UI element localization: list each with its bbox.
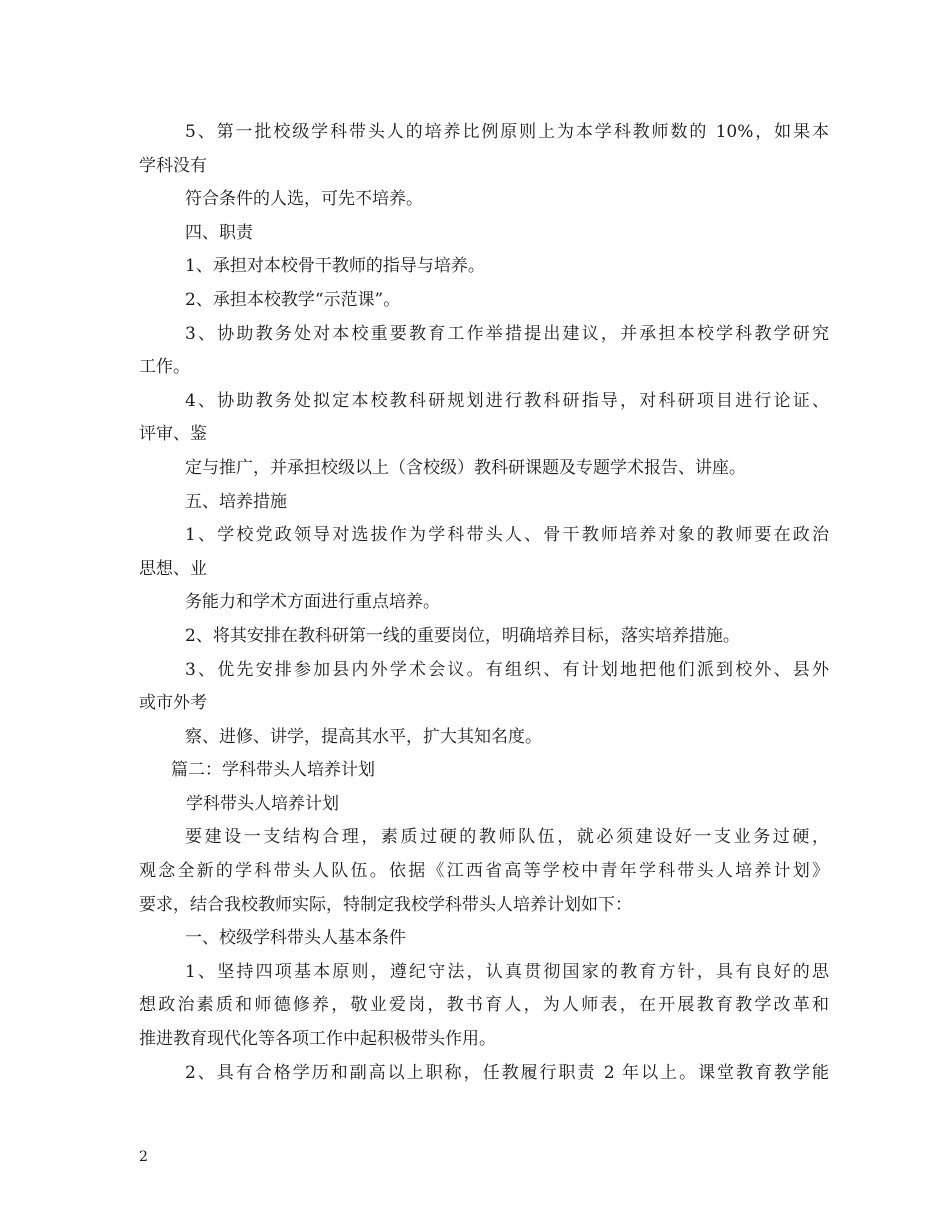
paragraph-line: 定与推广，并承担校级以上（含校级）教科研课题及专题学术报告、讲座。 (185, 457, 746, 478)
paragraph-line: 1、坚持四项基本原则，遵纪守法，认真贯彻国家的教育方针，具有良好的思 (185, 961, 829, 982)
paragraph-line: 察、进修、讲学，提高其水平，扩大其知名度。 (185, 726, 542, 747)
article-heading: 篇二：学科带头人培养计划 (171, 760, 375, 781)
document-body (139, 116, 829, 1090)
paragraph-line: 思想、业 (139, 558, 207, 579)
paragraph-line: 推进教育现代化等各项工作中起积极带头作用。 (139, 1029, 496, 1050)
section-heading: 四、职责 (185, 222, 253, 243)
paragraph-line: 4、协助教务处拟定本校教科研规划进行教科研指导，对科研项目进行论证、 (185, 390, 829, 411)
paragraph-line: 2、具有合格学历和副高以上职称，任教履行职责 2 年以上。课堂教育教学能 (185, 1062, 829, 1083)
paragraph-line: 观念全新的学科带头人队伍。依据《江西省高等学校中青年学科带头人培养计划》 (139, 861, 829, 882)
paragraph-line: 2、承担本校教学“示范课”。 (185, 289, 401, 310)
paragraph-line: 1、承担对本校骨干教师的指导与培养。 (185, 256, 485, 277)
paragraph-line: 2、将其安排在教科研第一线的重要岗位，明确培养目标，落实培养措施。 (185, 625, 740, 646)
paragraph-line: 工作。 (139, 357, 190, 378)
paragraph-line: 1、学校党政领导对选拔作为学科带头人、骨干教师培养对象的教师要在政治 (185, 525, 829, 546)
page-number: 2 (139, 1149, 148, 1165)
paragraph-line: 想政治素质和师德修养，敬业爱岗，教书育人，为人师表，在开展教育教学改革和 (139, 995, 829, 1016)
article-title: 学科带头人培养计划 (186, 793, 339, 814)
paragraph-line: 要建设一支结构合理，素质过硬的教师队伍，就必须建设好一支业务过硬， (185, 827, 829, 848)
paragraph-line: 学科没有 (139, 155, 207, 176)
paragraph-line: 3、协助教务处对本校重要教育工作举措提出建议，并承担本校学科教学研究 (185, 323, 829, 344)
paragraph-line: 评审、鉴 (139, 424, 207, 445)
section-heading: 五、培养措施 (185, 491, 287, 512)
paragraph-line: 5、第一批校级学科带头人的培养比例原则上为本学科教师数的 10%，如果本 (185, 122, 829, 142)
paragraph-line: 要求，结合我校教师实际，特制定我校学科带头人培养计划如下： (139, 894, 632, 915)
paragraph-line: 或市外考 (139, 693, 207, 714)
paragraph-line: 务能力和学术方面进行重点培养。 (185, 592, 440, 613)
paragraph-line: 3、优先安排参加县内外学术会议。有组织、有计划地把他们派到校外、县外 (185, 659, 829, 680)
paragraph-line: 符合条件的人选，可先不培养。 (185, 189, 423, 210)
section-heading: 一、校级学科带头人基本条件 (185, 928, 406, 949)
